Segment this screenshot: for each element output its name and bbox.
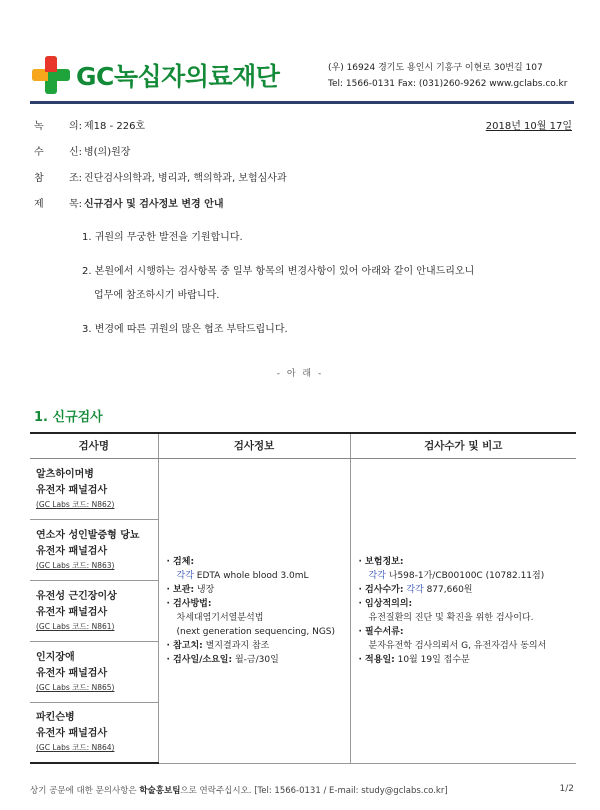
address-line: (우) 16924 경기도 용인시 기흥구 이현로 30번길 107 [328, 63, 543, 73]
col-test-info: 검사정보 [158, 433, 350, 458]
subject-row: 제 목: 신규검사 및 검사정보 변경 안내 [34, 195, 224, 210]
header-rule [30, 101, 574, 104]
test-name-cell: 파킨슨병 유전자 패널검사 (GC Labs 코드: N864) [30, 702, 158, 763]
paragraph-1: 1. 귀원의 무궁한 발전을 기원합니다. [82, 232, 243, 243]
fee-note-cell: · 보험정보: 각각 나598-1가/CB00100C (10782.11점) · 검사수가: 각각 877,660원 · 임상적의의: 유전질환의 진단 및 확진을 위한 검사이다. · 필수서류: 분자유전학 검사의뢰서 G, 유전자검사 동의서 · 적용일: 10월 19일 접수분 [350, 458, 576, 763]
org-name: GC녹십자의료재단 [76, 62, 280, 91]
doc-number: 제18 - 226호 [84, 121, 146, 132]
subject: 신규검사 및 검사정보 변경 안내 [84, 199, 224, 210]
recipient-row: 수 신: 병(의)원장 [34, 143, 130, 158]
section-title-new-tests: 1. 신규검사 [34, 410, 103, 425]
new-tests-table [30, 432, 576, 764]
test-code: (GC Labs 코드: N861) [36, 621, 115, 631]
test-code: (GC Labs 코드: N862) [36, 499, 115, 509]
footer-contact: 상기 공문에 대한 문의사항은 학술홍보팀으로 연락주십시오. [Tel: 1566-0131 / E-mail: study@gclabs.co.kr] [30, 786, 448, 796]
test-name-cell: 연소자 성인발증형 당뇨 유전자 패널검사 (GC Labs 코드: N863) [30, 519, 158, 580]
contact-line: Tel: 1566-0131 Fax: (031)260-9262 www.gclabs.co.kr [328, 79, 568, 89]
test-code: (GC Labs 코드: N863) [36, 560, 115, 570]
page-number: 1/2 [559, 784, 574, 794]
table-header-row [30, 433, 576, 458]
test-name-cell: 알츠하이머병 유전자 패널검사 (GC Labs 코드: N862) [30, 458, 158, 519]
doc-date: 2018년 10월 17일 [485, 121, 572, 132]
paragraph-3: 3. 변경에 따른 귀원의 많은 협조 부탁드립니다. [82, 324, 288, 335]
below-marker: - 아 래 - [276, 369, 324, 379]
reference-row: 참 조: 진단검사의학과, 병리과, 핵의학과, 보험심사과 [34, 169, 287, 184]
col-test-name: 검사명 [30, 433, 158, 458]
test-name-cell: 유전성 근긴장이상 유전자 패널검사 (GC Labs 코드: N861) [30, 580, 158, 641]
col-fee-note: 검사수가 및 비고 [350, 433, 576, 458]
org-address [328, 60, 567, 92]
paragraph-2: 2. 본원에서 시행하는 검사항목 중 일부 항목의 변경사항이 있어 아래와 같이 안내드리오니 업무에 참조하시기 바랍니다. [82, 266, 475, 301]
gc-cross-icon [32, 56, 70, 94]
test-info-cell: · 검체: 각각 EDTA whole blood 3.0mL · 보관: 냉장 · 검사방법: 차세대염기서열분석법 (next generation sequencing, NGS) · 참고치: 별지결과지 참조 · 검사일/소요일: 월-금/30일 [158, 458, 350, 763]
footer-team: 학술홍보팀 [139, 786, 181, 796]
test-name-cell: 인지장애 유전자 패널검사 (GC Labs 코드: N865) [30, 641, 158, 702]
reference: 진단검사의학과, 병리과, 핵의학과, 보험심사과 [84, 173, 287, 184]
recipient: 병(의)원장 [84, 147, 131, 158]
table-row [30, 458, 576, 519]
test-code: (GC Labs 코드: N865) [36, 682, 115, 692]
doc-number-row: 녹 의: 제18 - 226호 [34, 117, 145, 132]
org-logo [32, 56, 279, 94]
test-code: (GC Labs 코드: N864) [36, 743, 115, 753]
